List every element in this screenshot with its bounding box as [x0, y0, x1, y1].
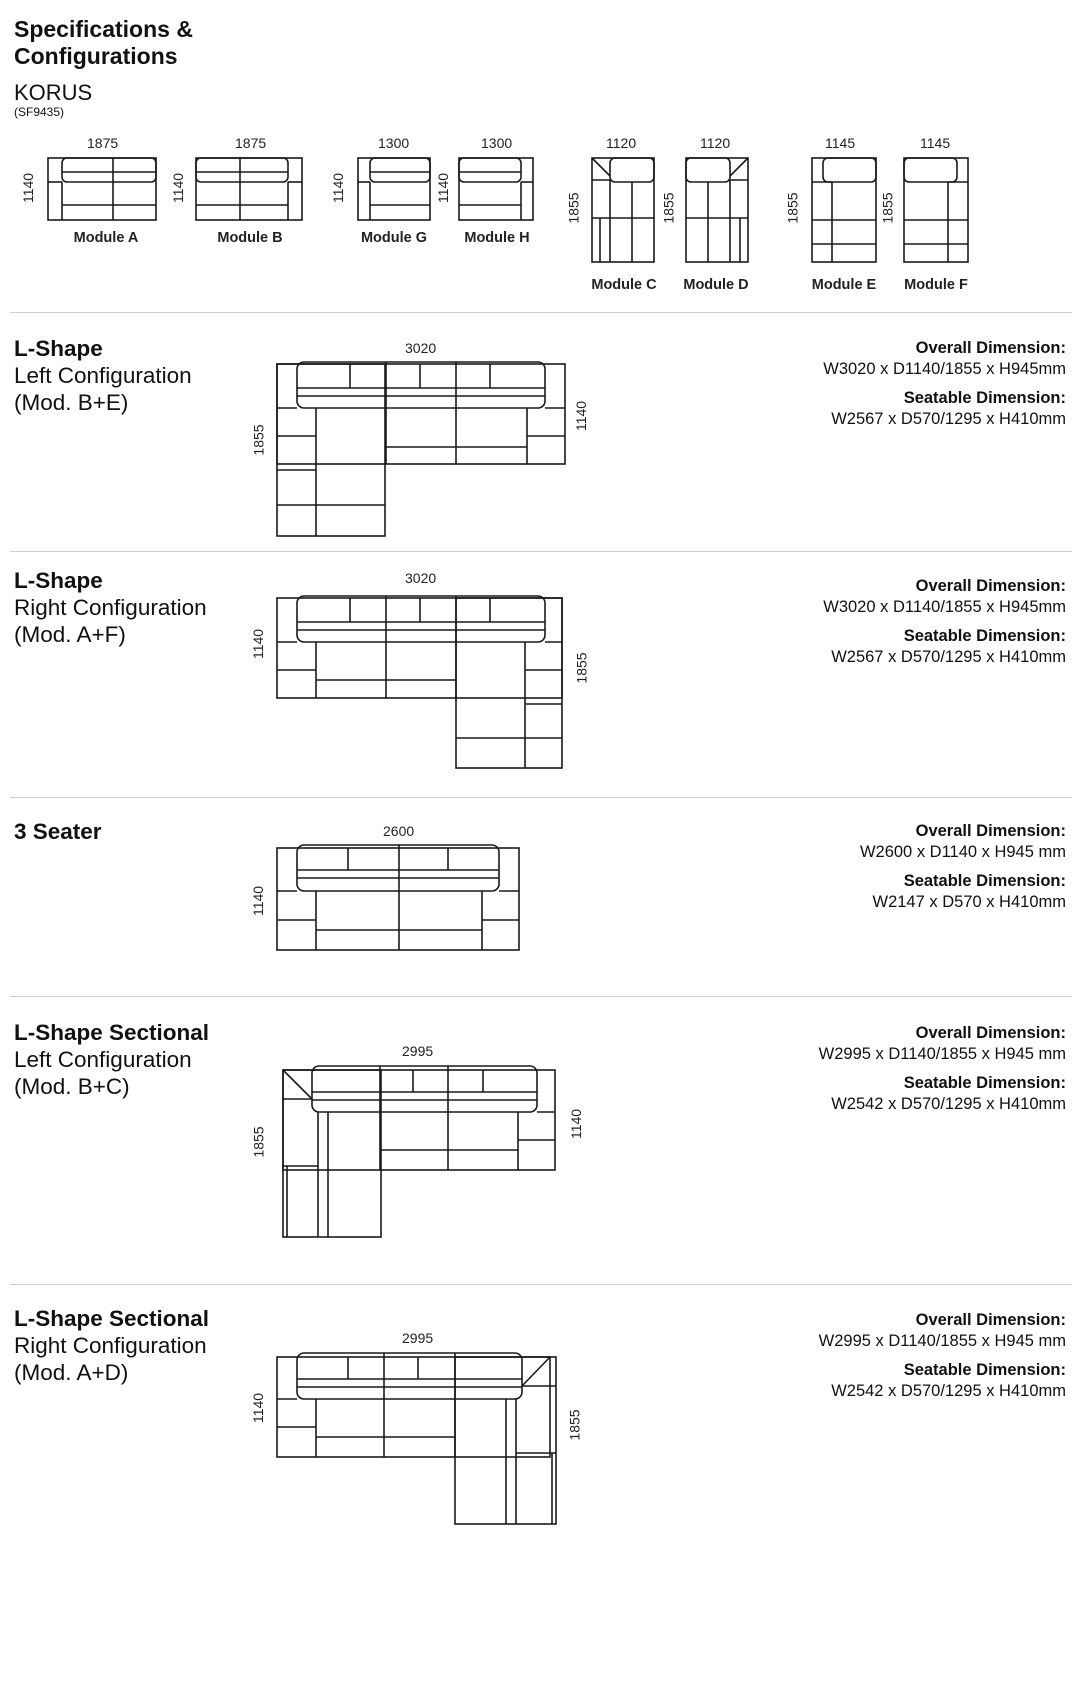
config-3-overall: W2600 x D1140 x H945 mm [859, 843, 1066, 861]
config-5-overall-label: Overall Dimension: [915, 1311, 1066, 1329]
module-e-depth: 1855 [784, 192, 801, 224]
config-1-line2: Left Configuration [14, 363, 192, 388]
config-2-line2: Right Configuration [14, 595, 207, 620]
module-h-name: Module H [464, 230, 530, 246]
config-2-title: L-Shape [14, 568, 103, 593]
config-3-seat: W2147 x D570 x H410mm [872, 893, 1066, 911]
module-a-width: 1875 [87, 135, 119, 151]
module-d-name: Module D [683, 277, 749, 293]
config-5-overall: W2995 x D1140/1855 x H945 mm [818, 1332, 1066, 1350]
product-code: (SF9435) [14, 105, 65, 119]
config-2-seat-label: Seatable Dimension: [903, 627, 1066, 645]
page-title-line1: Specifications & [14, 16, 193, 42]
config-1-title: L-Shape [14, 336, 103, 361]
module-b-name: Module B [217, 230, 283, 246]
config-4-line3: (Mod. B+C) [14, 1074, 130, 1099]
config-3-overall-label: Overall Dimension: [915, 822, 1066, 840]
config-4-title: L-Shape Sectional [14, 1020, 210, 1045]
config-5-depth-b: 1855 [566, 1409, 583, 1441]
module-h-depth: 1140 [435, 172, 452, 204]
page-title-line2: Configurations [14, 43, 178, 69]
config-1-overall-label: Overall Dimension: [915, 339, 1066, 357]
config-4-line2: Left Configuration [14, 1047, 192, 1072]
config-2-overall-label: Overall Dimension: [915, 577, 1066, 595]
config-2-seat: W2567 x D570/1295 x H410mm [831, 648, 1066, 666]
config-4-seat-label: Seatable Dimension: [903, 1074, 1066, 1092]
config-3-seat-label: Seatable Dimension: [903, 872, 1066, 890]
config-5-line2: Right Configuration [14, 1333, 207, 1358]
config-2-width: 3020 [405, 570, 437, 586]
config-2-depth-a: 1140 [250, 628, 267, 660]
config-5-depth-a: 1140 [250, 1392, 267, 1424]
module-d-width: 1120 [700, 135, 731, 151]
module-g-width: 1300 [378, 135, 410, 151]
module-e-width: 1145 [825, 135, 856, 151]
module-f-depth: 1855 [879, 192, 896, 224]
config-1-overall: W3020 x D1140/1855 x H945mm [823, 360, 1066, 378]
config-4-depth-b: 1140 [568, 1108, 585, 1140]
module-f-name: Module F [904, 277, 968, 293]
config-5-width: 2995 [402, 1330, 434, 1346]
module-c-name: Module C [591, 277, 657, 293]
config-1-line3: (Mod. B+E) [14, 390, 129, 415]
config-4-depth-a: 1855 [250, 1126, 267, 1158]
module-c-width: 1120 [606, 135, 637, 151]
product-name: KORUS [14, 80, 93, 105]
config-3-title: 3 Seater [14, 819, 102, 844]
config-1-seat-label: Seatable Dimension: [903, 389, 1066, 407]
module-g-depth: 1140 [330, 172, 347, 204]
config-5-line3: (Mod. A+D) [14, 1360, 129, 1385]
config-1-depth-a: 1855 [250, 424, 267, 456]
module-c-depth: 1855 [565, 192, 582, 224]
config-4-overall: W2995 x D1140/1855 x H945 mm [818, 1045, 1066, 1063]
module-d-depth: 1855 [660, 192, 677, 224]
module-b-width: 1875 [235, 135, 267, 151]
config-5-seat-label: Seatable Dimension: [903, 1361, 1066, 1379]
config-5-title: L-Shape Sectional [14, 1306, 210, 1331]
config-4-seat: W2542 x D570/1295 x H410mm [831, 1095, 1066, 1113]
module-a-name: Module A [73, 230, 139, 246]
config-3-depth-a: 1140 [250, 885, 267, 917]
config-4-overall-label: Overall Dimension: [915, 1024, 1066, 1042]
config-5-seat: W2542 x D570/1295 x H410mm [831, 1382, 1066, 1400]
config-1-width: 3020 [405, 340, 437, 356]
config-4-width: 2995 [402, 1043, 434, 1059]
config-2-line3: (Mod. A+F) [14, 622, 126, 647]
config-1-depth-b: 1140 [573, 400, 590, 432]
module-f-width: 1145 [920, 135, 951, 151]
config-3-width: 2600 [383, 823, 415, 839]
config-1-seat: W2567 x D570/1295 x H410mm [831, 410, 1066, 428]
config-2-depth-b: 1855 [573, 652, 590, 684]
module-a-depth: 1140 [20, 172, 37, 204]
module-e-name: Module E [811, 277, 877, 293]
module-g-name: Module G [360, 230, 428, 246]
module-b-depth: 1140 [170, 172, 187, 204]
config-2-overall: W3020 x D1140/1855 x H945mm [823, 598, 1066, 616]
module-h-width: 1300 [481, 135, 513, 151]
